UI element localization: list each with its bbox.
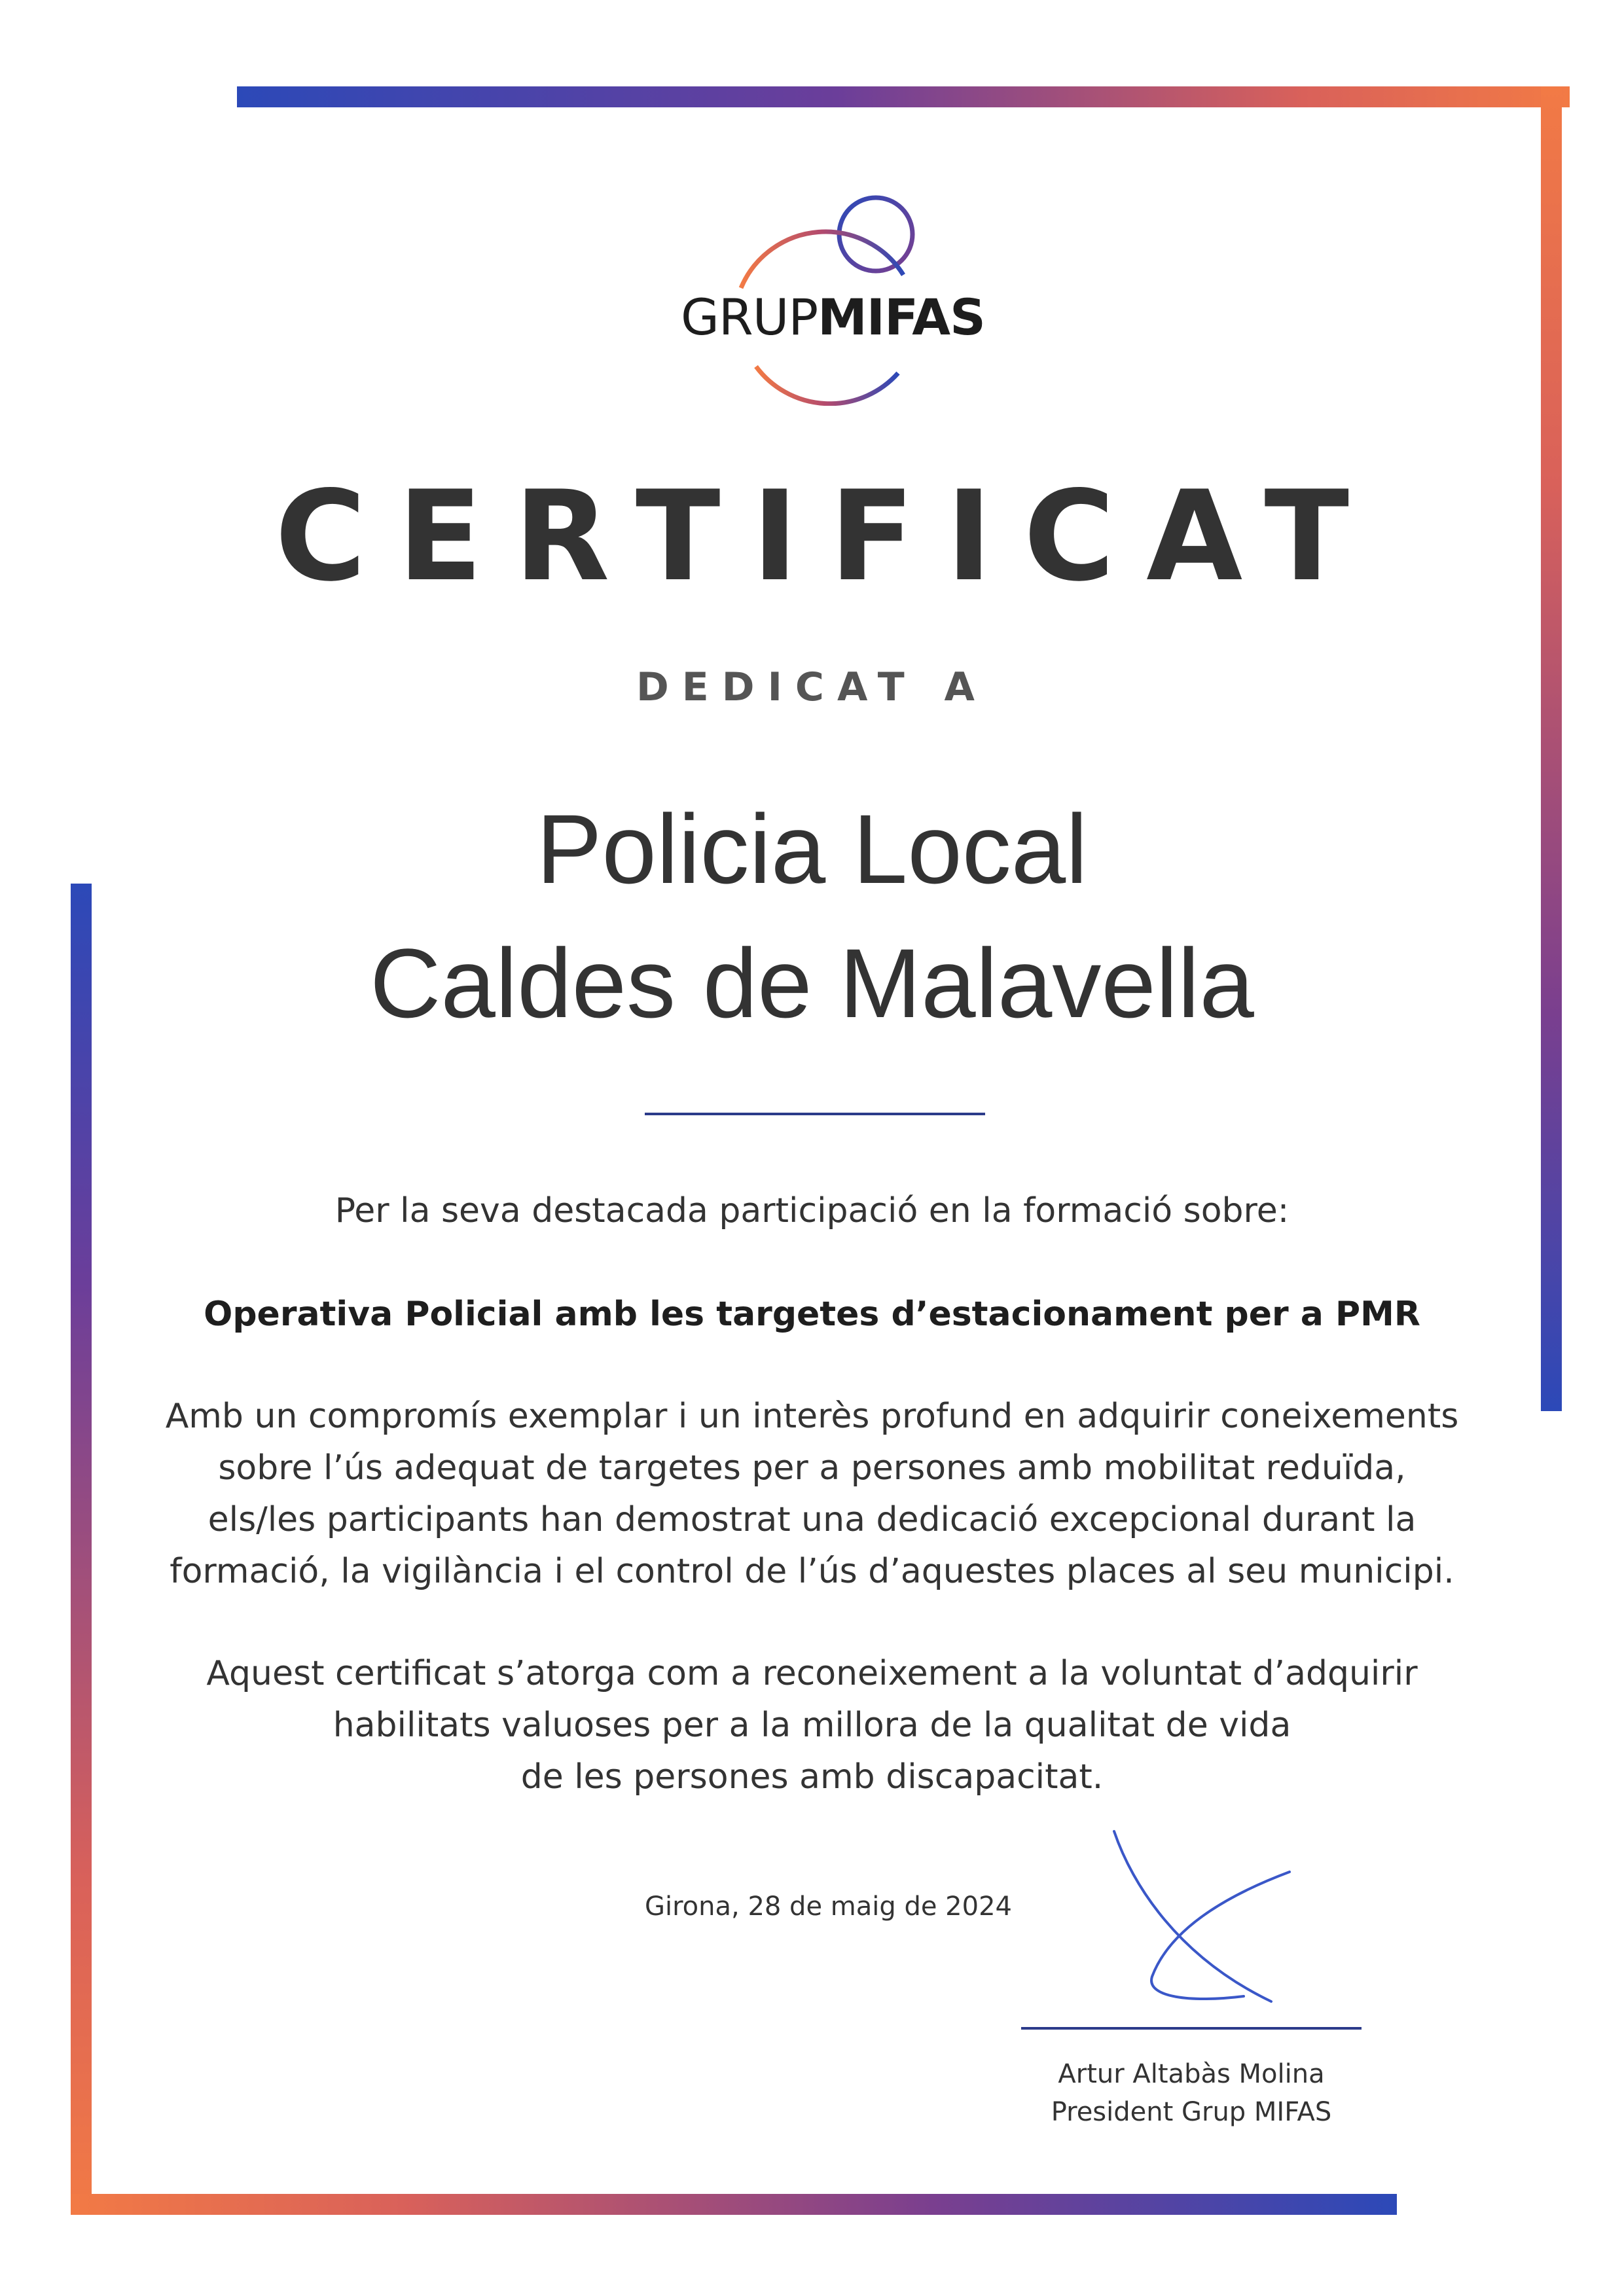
logo-wordmark: [681, 288, 985, 346]
recipient-name: [0, 782, 1624, 1050]
frame-top-border: [237, 86, 1570, 107]
body-1-line: els/les participants han demostrat una dedicació excepcional durant la: [208, 1500, 1416, 1539]
recipient-line-2: Caldes de Malavella: [370, 928, 1254, 1038]
handwritten-signature-icon: [1093, 1826, 1329, 2022]
body-2-line: habilitats valuoses per a la millora de la qualitat de vida: [333, 1706, 1291, 1745]
signatory-role: President Grup MIFAS: [1051, 2097, 1332, 2127]
certificate-title: CERTIFICAT: [274, 464, 1381, 609]
grup-mifas-logo: [668, 190, 985, 406]
body-1-line: formació, la vigilància i el control de l’ús d’aquestes places al seu municipi.: [170, 1552, 1454, 1591]
course-title: Operativa Policial amb les targetes d’estacionament per a PMR: [204, 1295, 1420, 1334]
body-2-line: de les persones amb discapacitat.: [520, 1757, 1104, 1797]
frame-bottom-border: [71, 2194, 1397, 2215]
intro-text: Per la seva destacada participació en la formació sobre:: [334, 1191, 1290, 1230]
logo-word-mifas: MIFAS: [818, 288, 985, 346]
body-2-line: Aquest certificat s’atorga com a reconeixement a la voluntat d’adquirir: [206, 1654, 1418, 1693]
signature-line: [1021, 2027, 1362, 2030]
certificate-subtitle: DEDICAT A: [636, 664, 988, 710]
body-paragraph-1: [0, 1391, 1624, 1598]
place-and-date: Girona, 28 de maig de 2024: [645, 1892, 1012, 1922]
section-divider: [645, 1113, 985, 1115]
recipient-line-1: Policia Local: [536, 794, 1088, 904]
body-1-line: Amb un compromís exemplar i un interès profund en adquirir coneixements: [165, 1397, 1459, 1436]
logo-word-grup: GRUP: [681, 288, 818, 346]
body-1-line: sobre l’ús adequat de targetes per a persones amb mobilitat reduïda,: [218, 1448, 1406, 1488]
signatory-block: [1021, 2055, 1362, 2131]
signatory-name: Artur Altabàs Molina: [1058, 2059, 1325, 2089]
body-paragraph-2: [0, 1648, 1624, 1803]
